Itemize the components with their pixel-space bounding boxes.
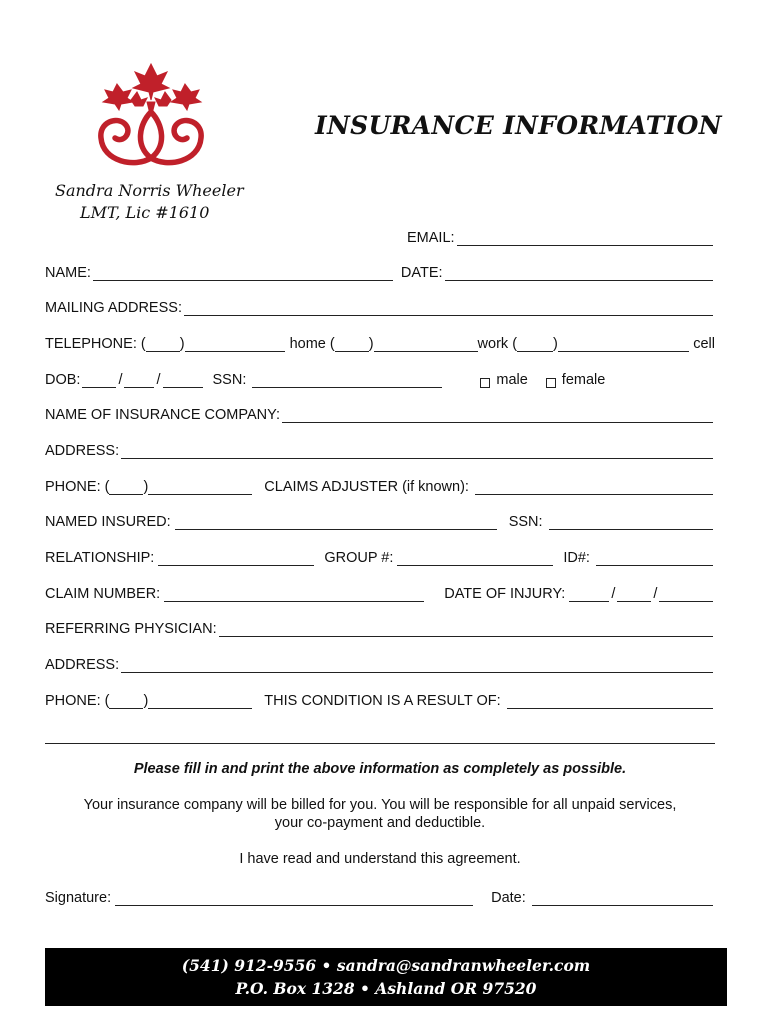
- telephone-label: TELEPHONE: (: [45, 336, 146, 352]
- dob-day-field[interactable]: [124, 373, 154, 388]
- page-title: INSURANCE INFORMATION: [315, 111, 722, 140]
- home-area-code-field[interactable]: [146, 337, 180, 352]
- signature-field[interactable]: [115, 891, 473, 906]
- date-field[interactable]: [445, 266, 713, 281]
- signature-row: [45, 886, 715, 906]
- referring-physician-field[interactable]: [219, 622, 713, 637]
- condition-label: THIS CONDITION IS A RESULT OF:: [264, 693, 501, 709]
- physician-phone-row: [45, 689, 715, 709]
- paren: ): [553, 336, 558, 352]
- physician-address-label: ADDRESS:: [45, 657, 120, 673]
- insurance-company-field[interactable]: [282, 408, 713, 423]
- mailing-address-field[interactable]: [184, 301, 713, 316]
- male-checkbox[interactable]: [480, 378, 490, 388]
- agreement-text: I have read and understand this agreement.: [239, 851, 521, 867]
- email-label: EMAIL:: [407, 230, 455, 246]
- contact-footer: [45, 948, 727, 1006]
- insurance-phone-field[interactable]: [148, 480, 252, 495]
- email-field[interactable]: [457, 231, 713, 246]
- slash: /: [156, 372, 161, 388]
- female-checkbox[interactable]: [546, 378, 556, 388]
- name-date-row: [45, 261, 715, 281]
- slash: /: [653, 586, 658, 602]
- physician-address-field[interactable]: [121, 658, 713, 673]
- telephone-row: [45, 332, 715, 352]
- group-field[interactable]: [397, 551, 553, 566]
- cell-area-code-field[interactable]: [517, 337, 553, 352]
- provider-license: LMT, Lic #1610: [80, 203, 210, 222]
- claim-number-field[interactable]: [164, 587, 424, 602]
- paren: ): [368, 336, 374, 352]
- named-insured-row: [45, 510, 715, 530]
- instruction-text: Please fill in and print the above information as completely as possible.: [133, 761, 627, 777]
- group-label: GROUP #:: [324, 550, 394, 566]
- provider-name: Sandra Norris Wheeler: [55, 181, 244, 200]
- work-area-code-field[interactable]: [335, 337, 369, 352]
- insurance-company-row: [45, 403, 715, 423]
- dob-year-field[interactable]: [163, 373, 203, 388]
- signature-label: Signature:: [45, 890, 112, 906]
- claims-adjuster-label: CLAIMS ADJUSTER (if known):: [264, 479, 469, 495]
- injury-day-field[interactable]: [617, 587, 651, 602]
- work-phone-field[interactable]: [374, 337, 478, 352]
- slash: /: [611, 586, 616, 602]
- mailing-address-label: MAILING ADDRESS:: [45, 300, 182, 316]
- claim-number-row: [45, 582, 715, 602]
- cell-label: cell: [693, 336, 715, 352]
- mailing-address-row: [45, 296, 715, 316]
- work-label: work (: [477, 336, 518, 352]
- physician-area-code-field[interactable]: [109, 694, 143, 709]
- insurance-phone-row: [45, 475, 715, 495]
- insurance-company-label: NAME OF INSURANCE COMPANY:: [45, 407, 280, 423]
- date-of-injury-label: DATE OF INJURY:: [444, 586, 566, 602]
- email-row: [45, 226, 715, 246]
- slash: /: [118, 372, 123, 388]
- billing-text-line1: Your insurance company will be billed for you. You will be responsible for all unpaid services,: [83, 797, 677, 813]
- referring-physician-label: REFERRING PHYSICIAN:: [45, 621, 217, 637]
- insured-ssn-field[interactable]: [549, 515, 713, 530]
- paren: ): [143, 693, 149, 709]
- relationship-field[interactable]: [158, 551, 314, 566]
- name-label: NAME:: [45, 265, 91, 281]
- condition-continuation-field[interactable]: [45, 729, 715, 744]
- insured-ssn-label: SSN:: [508, 514, 543, 530]
- condition-continuation-row: [45, 724, 715, 744]
- date-label: DATE:: [400, 265, 443, 281]
- dob-month-field[interactable]: [82, 373, 116, 388]
- maple-leaf-swirl-logo-icon: [95, 62, 207, 174]
- id-label: ID#:: [563, 550, 590, 566]
- physician-phone-label: PHONE: (: [45, 693, 110, 709]
- ssn-field[interactable]: [252, 373, 442, 388]
- insurance-address-row: [45, 439, 715, 459]
- paren: ): [179, 336, 185, 352]
- claim-number-label: CLAIM NUMBER:: [45, 586, 161, 602]
- home-label: home (: [289, 336, 335, 352]
- name-field[interactable]: [93, 266, 393, 281]
- female-label: female: [561, 372, 606, 388]
- relationship-row: [45, 546, 715, 566]
- insurance-phone-label: PHONE: (: [45, 479, 110, 495]
- condition-field[interactable]: [507, 694, 713, 709]
- physician-phone-field[interactable]: [148, 694, 252, 709]
- paren: ): [143, 479, 149, 495]
- injury-year-field[interactable]: [659, 587, 713, 602]
- referring-physician-row: [45, 617, 715, 637]
- home-phone-field[interactable]: [185, 337, 285, 352]
- insurance-address-label: ADDRESS:: [45, 443, 120, 459]
- insurance-area-code-field[interactable]: [109, 480, 143, 495]
- footer-contact-line: (541) 912-9556 • sandra@sandranwheeler.com: [181, 956, 591, 975]
- physician-address-row: [45, 653, 715, 673]
- billing-text-line2: your co-payment and deductible.: [274, 815, 486, 831]
- insurance-address-field[interactable]: [121, 444, 713, 459]
- dob-row: [45, 368, 715, 388]
- footer-address-line: P.O. Box 1328 • Ashland OR 97520: [235, 979, 537, 998]
- named-insured-label: NAMED INSURED:: [45, 514, 171, 530]
- dob-label: DOB:: [45, 372, 81, 388]
- signature-date-label: Date:: [491, 890, 526, 906]
- cell-phone-field[interactable]: [558, 337, 689, 352]
- ssn-label: SSN:: [212, 372, 247, 388]
- named-insured-field[interactable]: [175, 515, 497, 530]
- signature-date-field[interactable]: [532, 891, 713, 906]
- relationship-label: RELATIONSHIP:: [45, 550, 155, 566]
- id-field[interactable]: [596, 551, 713, 566]
- claims-adjuster-field[interactable]: [475, 480, 713, 495]
- male-label: male: [496, 372, 528, 388]
- injury-month-field[interactable]: [569, 587, 609, 602]
